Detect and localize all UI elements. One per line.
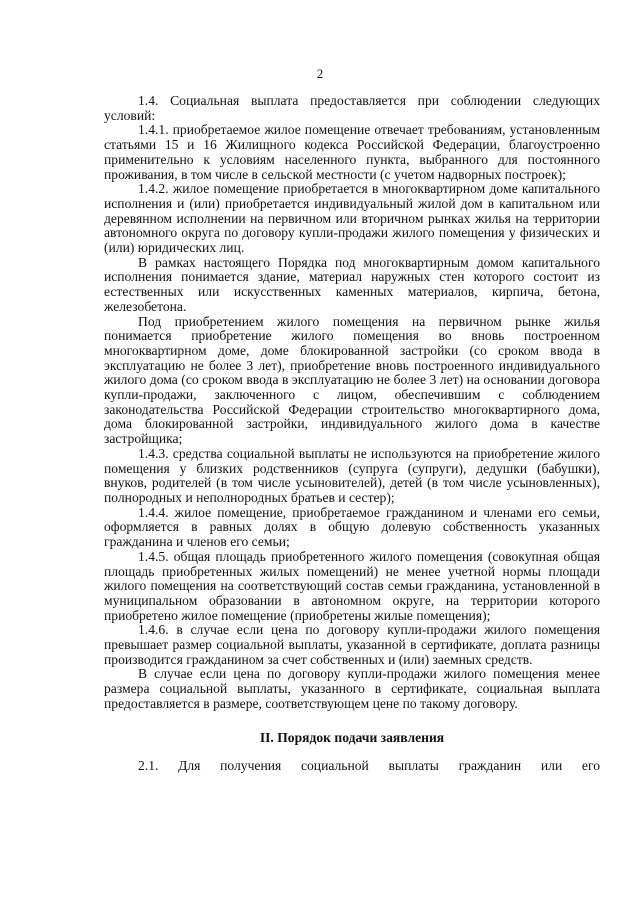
paragraph-price-below-payment: В случае если цена по договору купли-продажи жилого помещения менее размера социальной выплаты, указанного в сертификате, социальная выплата предоставляется в размере, соответствующем цене по такому договору. — [104, 666, 600, 711]
paragraph-1-4-1: 1.4.1. приобретаемое жилое помещение отвечает требованиям, установленным статьями 15 и 16 Жилищного кодекса Российской Федерации, благоустроенно применительно к условиям населенного пункта, выбранного для постоянного проживания, в том числе в сельской местности (с учетом надворных построек); — [104, 122, 600, 182]
paragraph-definition-primary-market: Под приобретением жилого помещения на первичном рынке жилья понимается приобретение жилого помещения во вновь построенном многоквартирном доме, доме блокированной застройки (со сроком ввода в эксплуатацию не более 3 лет), приобретение вновь построенного индивидуального жилого дома (со сроком ввода в эксплуатацию не более 3 лет) на основании договора купли-продажи, заключенного с лицом, обеспечившим с соблюдением законодательства Российской Федерации строительство многоквартирного дома, дома блокированной застройки, индивидуального жилого дома в качестве застройщика; — [104, 313, 600, 447]
paragraph-1-4-3: 1.4.3. средства социальной выплаты не используются на приобретение жилого помещения у близких родственников (супруга (супруги), дедушки (бабушки), внуков, родителей (в том числе усыновителей), детей (в том числе усыновленных), полнородных и неполнородных братьев и сестер); — [104, 445, 600, 505]
paragraph-1-4: 1.4. Социальная выплата предоставляется при соблюдении следующих условий: — [104, 93, 600, 123]
page-number: 2 — [316, 66, 324, 81]
paragraph-1-4-2: 1.4.2. жилое помещение приобретается в многоквартирном доме капитального исполнения и (или) приобретается индивидуальный жилой дом в капитальном или деревянном исполнении на первичном или вторичном рынках жилья на территории автономного округа по договору купли-продажи жилого помещения у физических и (или) юридических лиц. — [104, 181, 600, 256]
section-heading: II. Порядок подачи заявления — [259, 729, 445, 745]
document-body — [104, 94, 600, 773]
paragraph-2-1: 2.1. Для получения социальной выплаты гражданин или его — [138, 757, 600, 773]
paragraph-1-4-6: 1.4.6. в случае если цена по договору купли-продажи жилого помещения превышает размер социальной выплаты, указанной в сертификате, доплата разницы производится гражданином за счет собственных и (или) заемных средств. — [104, 622, 600, 667]
paragraph-1-4-5: 1.4.5. общая площадь приобретенного жилого помещения (совокупная общая площадь приобретенных жилых помещений) не менее учетной нормы площади жилого помещения на соответствующий состав семьи гражданина, установленной в муниципальном образовании в автономном округе, на территории которого приобретено жилое помещение (приобретены жилые помещения); — [104, 548, 600, 623]
paragraph-definition-capital-house: В рамках настоящего Порядка под многоквартирным домом капитального исполнения понимается здание, материал наружных стен которого состоит из естественных или искусственных каменных материалов, кирпича, бетона, железобетона. — [104, 254, 600, 314]
paragraph-1-4-4: 1.4.4. жилое помещение, приобретаемое гражданином и членами его семьи, оформляется в равных долях в общую долевую собственность указанных гражданина и членов его семьи; — [104, 504, 600, 550]
